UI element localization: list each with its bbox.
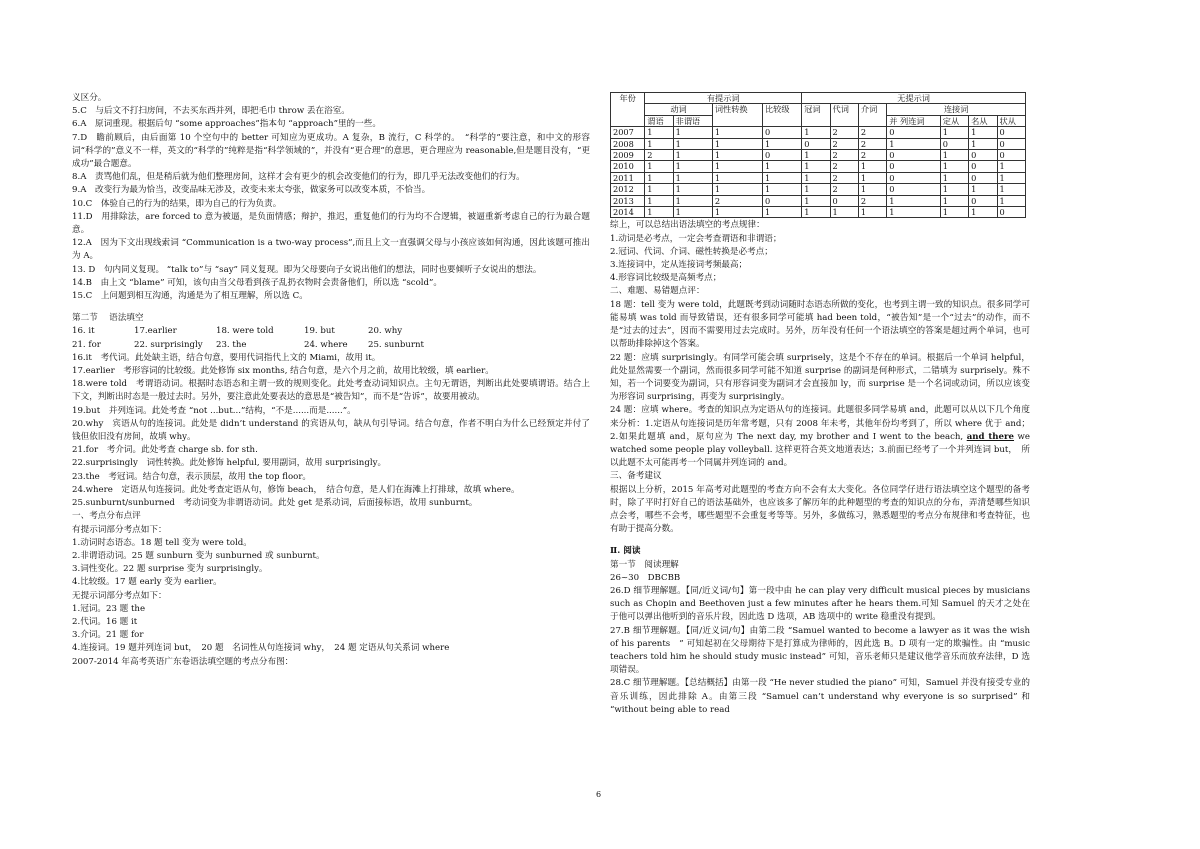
answer-cell: 20. why	[368, 326, 403, 337]
reading-analysis-block	[610, 585, 1030, 717]
table-cell: 0	[969, 161, 997, 172]
text-line: 28.C 细节理解题。【总结概括】由第一段 “He never studied the piano” 可知，Samuel 并没有接受专业的音乐训练，因此排除 A。由第三段 “Samuel can’t understand why everyone is so surprised” 和 “without being able to read	[610, 678, 1030, 715]
table-cell: 1	[940, 184, 968, 195]
table-cell: 1	[673, 195, 712, 206]
table-header-pronoun: 代词	[830, 104, 858, 127]
answer-cell: 21. for	[72, 339, 101, 350]
table-cell: 1	[762, 184, 801, 195]
table-cell: 0	[887, 172, 941, 183]
text-line: 25.sunburnt/sunburned 考动词变为非谓语动词。此处 get 是系动词，后面接标语，故用 sunburnt。	[72, 498, 478, 509]
table-year-cell: 2010	[611, 161, 645, 172]
table-row	[611, 207, 1026, 218]
analysis-cloze-block	[72, 92, 590, 303]
text-line: 1.动词是必考点，一定会考查谓语和非谓语；	[610, 233, 782, 244]
table-cell: 1	[673, 172, 712, 183]
table-year-cell: 2013	[611, 195, 645, 206]
table-cell: 2	[858, 150, 886, 161]
table-cell: 2	[858, 138, 886, 149]
text-line: 1.冠词。23 题 the	[72, 603, 146, 614]
table-body	[611, 127, 1026, 218]
table-row	[611, 138, 1026, 149]
answer-cell: 16. it	[72, 326, 95, 337]
table-cell: 1	[802, 172, 830, 183]
answer-cell: 22. surprisingly	[134, 339, 203, 350]
table-cell: 2	[858, 195, 886, 206]
table-year-cell: 2012	[611, 184, 645, 195]
table-cell: 0	[887, 127, 941, 138]
table-cell: 1	[858, 207, 886, 218]
table-cell: 1	[673, 161, 712, 172]
table-year-cell: 2011	[611, 172, 645, 183]
table-year-cell: 2009	[611, 150, 645, 161]
exam-point-table	[610, 92, 1026, 218]
q24-analysis	[610, 404, 1030, 470]
table-cell: 1	[802, 195, 830, 206]
table-cell: 1	[645, 172, 673, 183]
table-cell: 1	[997, 184, 1025, 195]
table-cell: 1	[802, 150, 830, 161]
table-cell: 0	[887, 161, 941, 172]
table-cell: 1	[830, 207, 858, 218]
table-cell: 0	[887, 184, 941, 195]
text-line: 17.earlier 考形容词的比较级。此处修饰 six months, 结合句意，是六个月之前，故用比较级，填 earlier。	[72, 366, 494, 377]
table-cell: 1	[969, 184, 997, 195]
text-line: 4.形容词比较级是高频考点；	[610, 273, 722, 284]
answer-cell: 25. sunburnt	[368, 339, 425, 350]
table-cell: 0	[969, 172, 997, 183]
table-year-cell: 2008	[611, 138, 645, 149]
table-cell: 1	[858, 172, 886, 183]
q24-text-pre: 24 题：应填 where。考查的知识点为定语从句的连接词。此题很多同学易填 and，此题可以从以下几个角度来分析：1.定语从句连接词是历年常考题，只有 2008 年未考，其他年份均考到了，所以 where 优于 and；2.如果此题填 and，原句应为 The next day, my brother and I went to the beach,	[610, 405, 1030, 442]
table-cell: 1	[712, 127, 762, 138]
answer-cell: 18. were told	[216, 326, 274, 337]
answer-cell: 19. but	[304, 326, 335, 337]
table-cell: 1	[762, 207, 801, 218]
table-cell: 1	[762, 138, 801, 149]
table-cell: 2	[830, 127, 858, 138]
table-header-nonpred: 非谓语	[673, 115, 712, 126]
text-line: 16.it 考代词。此处缺主语，结合句意，要用代词指代上文的 Miami，故用 it。	[72, 352, 381, 363]
right-column	[610, 92, 1030, 717]
table-cell: 0	[762, 150, 801, 161]
table-row	[611, 161, 1026, 172]
text-line: 20.why 宾语从句的连接词。此处是 didn’t understand 的宾语从句，缺从句引导词。结合句意，作者不明白为什么已经预定并付了钱但依旧没有房间，故填 why。	[72, 418, 590, 443]
table-header-adv: 状从	[997, 115, 1025, 126]
table-row	[611, 184, 1026, 195]
q24-text-post: we watched some people play volleyball. 这样更符合英文地道表达；3.前面已经考了一个并列连词 but， 所以此题不太可能再考一个同属并列连词的 and。	[610, 431, 1030, 469]
left-column	[72, 92, 590, 669]
text-line: 一、考点分布点评	[72, 511, 141, 522]
text-line: 13. D 句内同义复现。 “talk to”与 “say” 同义复现。即为父母要向子女说出他们的想法，同时也要倾听子女说出的想法。	[72, 264, 542, 275]
table-cell: 0	[762, 127, 801, 138]
table-cell: 1	[645, 138, 673, 149]
text-line: 根据以上分析，2015 年高考对此题型的考查方向不会有太大变化。各位同学仔进行语法填空这个题型的备考时，除了平时打好自己的语法基础外，也应该多了解历年的此种题型的考查的知识点的分布，弄清楚哪些知识点会考，哪些不会考，哪些题型不会重复考等等。另外，多做练习，熟悉题型的考点分布规律和考查特征，也有助于提高分数。	[610, 484, 1030, 535]
table-cell: 1	[940, 150, 968, 161]
reading-section-title: Ⅱ. 阅读	[610, 546, 641, 557]
table-cell: 1	[887, 138, 941, 149]
table-cell: 1	[887, 195, 941, 206]
table-cell: 1	[712, 138, 762, 149]
table-cell: 0	[969, 195, 997, 206]
table-cell: 1	[802, 207, 830, 218]
text-line: 24.where 定语从句连接词。此处考查定语从句，修饰 beach， 结合句意，是人们在海滩上打排球，故填 where。	[72, 484, 520, 495]
text-line: 2007-2014 年高考英语广东卷语法填空题的考点分布图：	[72, 656, 294, 667]
table-cell: 0	[762, 195, 801, 206]
table-cell: 1	[673, 150, 712, 161]
table-cell: 1	[997, 195, 1025, 206]
table-cell: 1	[673, 127, 712, 138]
table-cell: 2	[830, 138, 858, 149]
text-line: 无提示词部分考点如下：	[72, 590, 167, 601]
table-cell: 0	[940, 138, 968, 149]
table-cell: 1	[940, 172, 968, 183]
table-cell: 0	[997, 127, 1025, 138]
text-line: 义区分。	[72, 93, 107, 103]
table-header-prep: 介词	[858, 104, 886, 127]
table-header-year: 年份	[611, 93, 645, 127]
table-cell: 1	[802, 127, 830, 138]
table-cell: 1	[940, 127, 968, 138]
grammar-answer-grid	[72, 325, 590, 351]
text-line: 21.for 考介词。此处考查 charge sb. for sth.	[72, 445, 258, 456]
table-header-attr: 定从	[940, 115, 968, 126]
text-line: 5.C 与后文不打扫房间，不去买东西并列，即把毛巾 throw 丢在浴室。	[72, 106, 350, 117]
table-cell: 2	[645, 150, 673, 161]
table-cell: 1	[712, 161, 762, 172]
table-cell: 1	[762, 172, 801, 183]
answer-row	[72, 325, 590, 338]
table-cell: 2	[830, 161, 858, 172]
table-cell: 1	[645, 127, 673, 138]
text-line: 14.B 由上文 “blame” 可知，该句由当父母看到孩子乱扔衣物时会责备他们，所以选 “scold”。	[72, 277, 443, 288]
table-header-compare: 比较级	[762, 104, 801, 127]
table-cell: 1	[712, 207, 762, 218]
table-year-cell: 2007	[611, 127, 645, 138]
advice-block	[610, 470, 1030, 536]
table-cell: 2	[712, 195, 762, 206]
text-line: 3.连接词中，定从连接词考频最高；	[610, 260, 748, 271]
table-cell: 2	[830, 172, 858, 183]
text-line: 4.连接词。19 题并列连词 but， 20 题 名词性从句连接词 why， 24 题 定语从句关系词 where	[72, 643, 450, 654]
answer-row	[72, 339, 590, 352]
table-cell: 1	[969, 207, 997, 218]
table-row	[611, 150, 1026, 161]
table-cell: 1	[645, 161, 673, 172]
text-line: 11.D 用排除法，are forced to 意为被逼，是负面情感；辩护，推迟，重复他们的行为均不合逻辑，被逼重新考虑自己的行为最合题意。	[72, 211, 590, 236]
text-line: 10.C 体验自己的行为的结果，即为自己的行为负责。	[72, 198, 282, 209]
text-line: 8.A 责骂他们乱，但是稍后就为他们整理房间，这样才会有更少的机会改变他们的行为，即几乎无法改变他们的行为。	[72, 172, 525, 183]
text-line: 综上，可以总结出语法填空的考点规律：	[610, 220, 765, 231]
text-line: 22 题：应填 surprisingly。有同学可能会填 surprisely，这是个不存在的单词。根据后一个单词 helpful，此处显然需要一个副词，然而很多同学可能不知道 surprise 的副词是何种形式，二错填为 surprisely。殊不知，若一个词要变为副词，只有形容词变为副词才会直接加 ly，而 surprise 是一个名词或动词，所以应该变为形容词 surprising，再变为 surprisingly。	[610, 352, 1030, 403]
table-cell: 1	[858, 184, 886, 195]
table-row	[611, 195, 1026, 206]
text-line: 2.非谓语动词。25 题 sunburn 变为 sunburned 或 sunburnt。	[72, 550, 325, 561]
table-header-hint: 有提示词	[645, 93, 802, 104]
table-cell: 1	[887, 207, 941, 218]
table-cell: 0	[887, 150, 941, 161]
table-cell: 1	[802, 184, 830, 195]
table-header-nohint: 无提示词	[802, 93, 1026, 104]
table-cell: 1	[969, 127, 997, 138]
answer-cell: 23. the	[216, 339, 247, 350]
text-line: 3.词性变化。22 题 surprise 变为 surprisingly。	[72, 564, 268, 575]
text-line: 7.D 瞻前顾后，由后面第 10 个空句中的 better 可知应为更成功。A 复杂，B 流行，C 科学的。 “科学的”要注意，和中文的形容词“科学的”意义不一样，英文的“科学的”纯粹是指“科学领域的”，并没有“更合理”的意思，更合理应为 reasonable,但是题目没有，“更成功”最合题意。	[72, 132, 590, 170]
table-cell: 0	[997, 150, 1025, 161]
table-cell: 1	[940, 195, 968, 206]
table-cell: 1	[940, 161, 968, 172]
table-cell: 0	[802, 138, 830, 149]
table-cell: 1	[762, 161, 801, 172]
text-line: 3.介词。21 题 for	[72, 630, 144, 641]
table-cell: 1	[969, 138, 997, 149]
answer-cell: 24. where	[304, 339, 348, 350]
table-cell: 1	[673, 184, 712, 195]
text-line: 4.比较级。17 题 early 变为 earlier。	[72, 577, 222, 588]
answer-cell: 17.earlier	[134, 326, 177, 337]
text-line: 18 题：tell 变为 were told，此题既考到动词随时态语态所做的变化，也考到主谓一致的知识点。很多同学可能易填 was told 而导致错误，还有很多同学可能填 had been told，“被告知”是一个“过去”的动作，而不是“过去的过去”，因而不需要用过去完成时。另外，历年没有任何一个语法填空的答案是超过两个单词，也可以帮助排除掉这个答案。	[610, 299, 1030, 350]
text-line: 18.were told 考谓语动词。根据时态语态和主谓一致的规则变化。此处考查动词知识点。主句无谓语，判断出此处要填谓语。结合上下文，判断出时态是一般过去时。另外，要注意此处要表达的意思是“被告知”，而不是“告诉”，故要用被动。	[72, 379, 590, 403]
table-header-noun: 名从	[969, 115, 997, 126]
table-cell: 2	[830, 150, 858, 161]
table-header-pred: 谓语	[645, 115, 673, 126]
text-line: 15.C 上问题到相互沟通，沟通是为了相互理解，所以选 C。	[72, 291, 308, 302]
text-line: 26.D 细节理解题。【同/近义词/句】第一段中由 he can play very difficult musical pieces by musicians such as Chopin and Beethoven just a few minutes after he hears them.可知 Samuel 的天才之处在于他可以弹出他听到的音乐片段，因此选 D 选项，AB 选项中的 write 稳重没有提到。	[610, 585, 1030, 623]
text-line: 2.代词。16 题 it	[72, 616, 138, 627]
q24-underlined: and there	[966, 431, 1015, 442]
table-row	[611, 172, 1026, 183]
text-line: 三、备考建议	[610, 471, 662, 482]
table-cell: 1	[712, 184, 762, 195]
text-line: 9.A 改变行为最为恰当，改变品味无涉及，改变未来太夸张，做家务可以改变本质，不恰当。	[72, 185, 431, 196]
table-header-article: 冠词	[802, 104, 830, 127]
table-cell: 1	[940, 207, 968, 218]
text-line: 有提示词部分考点如下：	[72, 524, 167, 535]
table-header-conj: 连接词	[887, 104, 1026, 115]
text-line: 23.the 考冠词。结合句意，表示顶层，故用 the top floor。	[72, 471, 312, 482]
text-line: 12.A 因为下文出现线索词 “Communication is a two-way process”,而且上文一直强调父母与小孩应该如何沟通，因此该题可推出为 A。	[72, 238, 590, 262]
table-cell: 0	[969, 150, 997, 161]
table-cell: 1	[645, 207, 673, 218]
text-line: 6.A 原词重现。根据后句 “some approaches”指本句 “approach”里的一些。	[72, 119, 381, 130]
table-header-verb: 动词	[645, 104, 713, 115]
text-line: 27.B 细节理解题。【同/近义词/句】由第二段 “Samuel wanted to become a lawyer as it was the wish of his parents ” 可知起初在父母期待下是打算成为律师的，因此选 B。D 项有一定的欺骗性。由 “music teachers told him he should study music instead” 可知，音乐老师只是建议他学音乐而放弃法律，D 选项错误。	[610, 625, 1030, 676]
text-line: 19.but 并列连词。此处考查 “not ...but...”结构，“不是......而是......”。	[72, 405, 356, 416]
text-line: 2.冠词、代词、介词、磁性转换是必考点；	[610, 246, 773, 257]
reading-answers: 26~30 DBCBB	[610, 572, 681, 583]
page-number: 6	[596, 790, 602, 799]
reading-subsection-title: 第一节 阅读理解	[610, 559, 679, 570]
table-cell: 1	[673, 138, 712, 149]
text-line: 二、难题、易错题点评：	[610, 286, 705, 297]
summary-block	[610, 219, 1030, 404]
table-year-cell: 2014	[611, 207, 645, 218]
table-row	[611, 127, 1026, 138]
table-cell: 1	[997, 161, 1025, 172]
table-cell: 1	[712, 172, 762, 183]
table-cell: 0	[997, 138, 1025, 149]
table-cell: 0	[830, 195, 858, 206]
table-cell: 1	[712, 150, 762, 161]
table-cell: 1	[645, 195, 673, 206]
table-header-coord: 并 列连词	[887, 115, 941, 126]
table-cell: 0	[997, 207, 1025, 218]
table-cell: 1	[858, 161, 886, 172]
table-cell: 2	[830, 184, 858, 195]
text-line: 22.surprisingly 词性转换。此处修饰 helpful, 要用副词，故用 surprisingly。	[72, 458, 387, 469]
table-header-wordform: 词性转换	[712, 104, 762, 127]
table-cell: 1	[673, 207, 712, 218]
table-cell: 1	[802, 161, 830, 172]
section2-title: 第二节 语法填空	[72, 313, 144, 324]
table-cell: 1	[997, 172, 1025, 183]
table-cell: 1	[645, 184, 673, 195]
table-cell: 2	[858, 127, 886, 138]
grammar-analysis-block	[72, 352, 590, 669]
text-line: 1.动词时态语态。18 题 tell 变为 were told。	[72, 537, 252, 548]
